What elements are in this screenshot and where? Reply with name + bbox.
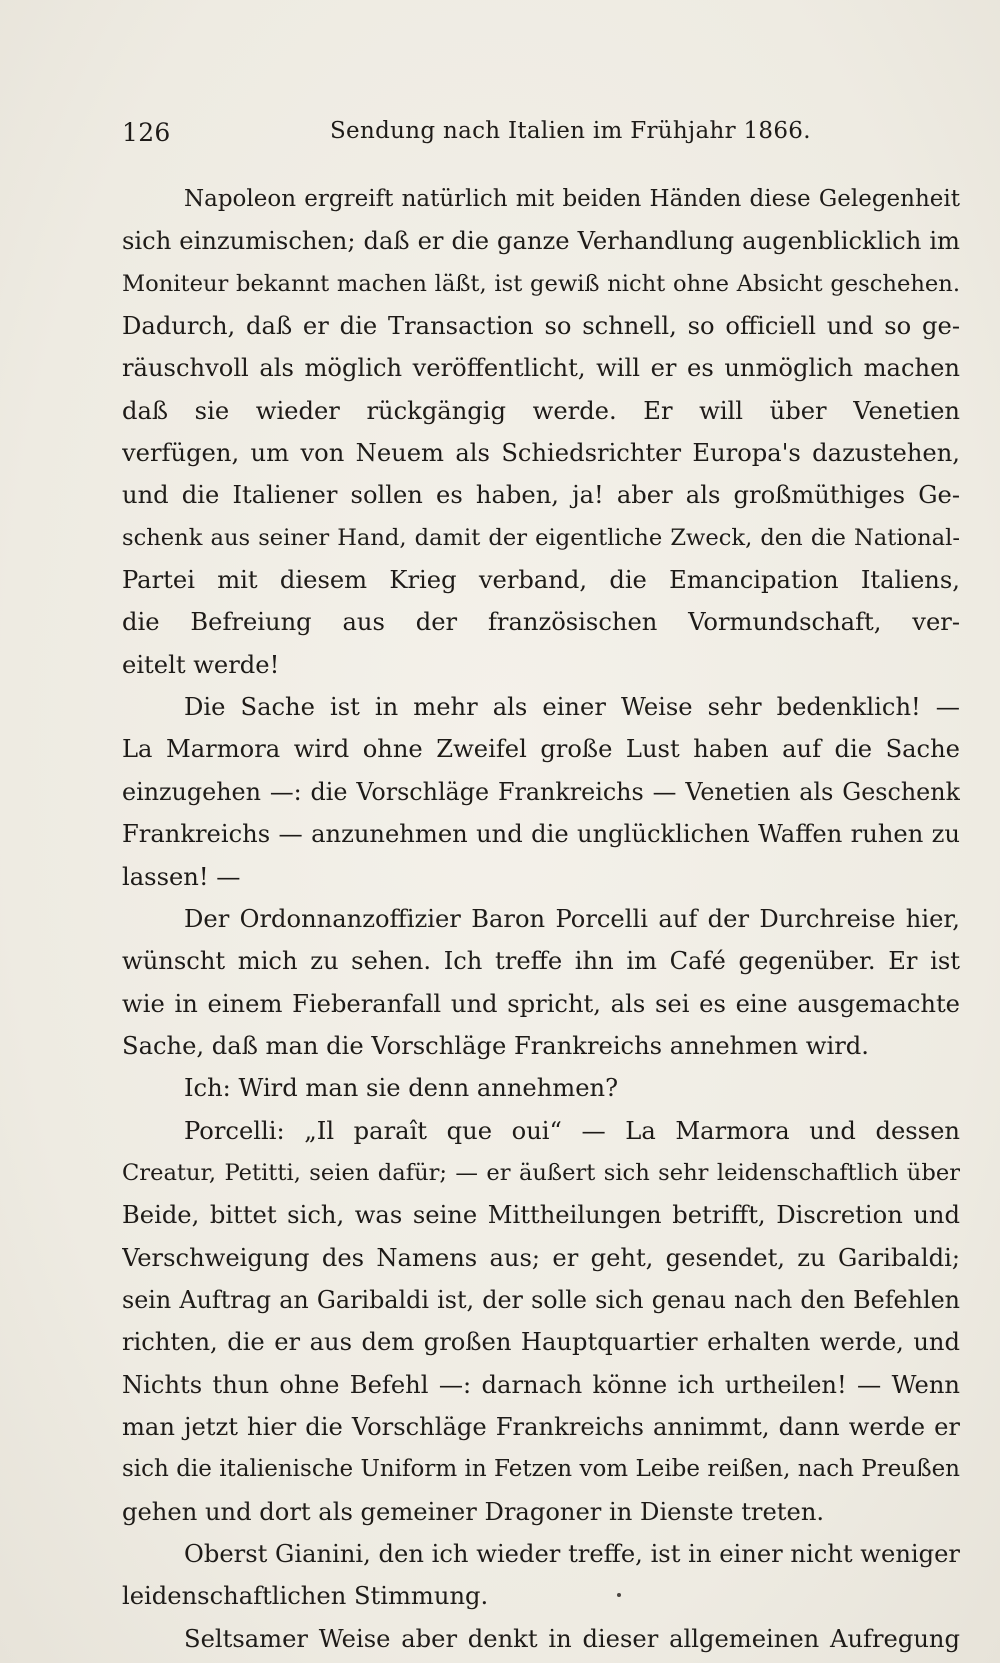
ink-speck	[617, 1593, 621, 1597]
text-line: leidenschaftlichen Stimmung.	[122, 1582, 489, 1611]
text-line: Der Ordonnanzoffizier Baron Porcelli auf der Durchreise hier,	[184, 904, 960, 933]
text-line: Verschweigung des Namens aus; er geht, gesendet, zu Garibaldi;	[122, 1243, 960, 1272]
text-line: lassen! —	[122, 862, 241, 891]
text-line: Beide, bittet sich, was seine Mittheilungen betrifft, Discretion und	[122, 1201, 960, 1230]
text-line: wie in einem Fieberanfall und spricht, als sei es eine ausgemachte	[122, 989, 960, 1018]
text-line: Creatur, Petitti, seien dafür; — er äußert sich sehr leidenschaftlich über	[122, 1159, 960, 1186]
text-line: und die Italiener sollen es haben, ja! aber als großmüthiges Ge-	[122, 481, 960, 510]
text-line: La Marmora wird ohne Zweifel große Lust haben auf die Sache	[122, 735, 960, 764]
text-line: Moniteur bekannt machen läßt, ist gewiß nicht ohne Absicht geschehen.	[122, 270, 960, 297]
text-line: eitelt werde!	[122, 650, 280, 679]
body-text	[122, 178, 960, 1660]
text-line: Seltsamer Weise aber denkt in dieser allgemeinen Aufregung	[184, 1624, 960, 1653]
running-title: Sendung nach Italien im Frühjahr 1866.	[330, 118, 811, 144]
text-line: sich einzumischen; daß er die ganze Verhandlung augenblicklich im	[122, 227, 960, 256]
text-line: Partei mit diesem Krieg verband, die Emancipation Italiens,	[122, 566, 960, 595]
text-line: wünscht mich zu sehen. Ich treffe ihn im Café gegenüber. Er ist	[122, 947, 960, 976]
page-number: 126	[122, 118, 171, 147]
text-line: Nichts thun ohne Befehl —: darnach könne ich urtheilen! — Wenn	[122, 1370, 960, 1399]
text-line: einzugehen —: die Vorschläge Frankreichs — Venetien als Geschenk	[122, 777, 960, 806]
text-line: man jetzt hier die Vorschläge Frankreichs annimmt, dann werde er	[122, 1412, 960, 1441]
text-line: Napoleon ergreift natürlich mit beiden Händen diese Gelegenheit	[184, 186, 960, 212]
text-line: Die Sache ist in mehr als einer Weise sehr bedenklich! —	[184, 693, 960, 722]
text-line: Oberst Gianini, den ich wieder treffe, ist in einer nicht weniger	[184, 1540, 960, 1568]
text-line: richten, die er aus dem großen Hauptquartier erhalten werde, und	[122, 1328, 960, 1357]
text-line: sich die italienische Uniform in Fetzen vom Leibe reißen, nach Preußen	[122, 1456, 960, 1483]
text-line: die Befreiung aus der französischen Vormundschaft, ver-	[122, 608, 960, 637]
running-head	[122, 118, 960, 152]
text-line: sein Auftrag an Garibaldi ist, der solle sich genau nach den Befehlen	[122, 1285, 960, 1314]
text-line: schenk aus seiner Hand, damit der eigentliche Zweck, den die National-	[122, 524, 960, 551]
text-line: räuschvoll als möglich veröffentlicht, will er es unmöglich machen	[122, 354, 960, 383]
text-line: Sache, daß man die Vorschläge Frankreichs annehmen wird.	[122, 1031, 869, 1060]
text-line: gehen und dort als gemeiner Dragoner in Dienste treten.	[122, 1497, 825, 1526]
text-line: verfügen, um von Neuem als Schiedsrichter Europa's dazustehen,	[122, 439, 960, 468]
text-line: daß sie wieder rückgängig werde. Er will über Venetien	[122, 396, 960, 425]
text-line: Dadurch, daß er die Transaction so schnell, so officiell und so ge-	[122, 312, 960, 341]
text-line: Frankreichs — anzunehmen und die unglücklichen Waffen ruhen zu	[122, 820, 960, 849]
text-line: Porcelli: „Il paraît que oui“ — La Marmora und dessen	[184, 1116, 960, 1145]
text-line: Ich: Wird man sie denn annehmen?	[184, 1074, 619, 1103]
